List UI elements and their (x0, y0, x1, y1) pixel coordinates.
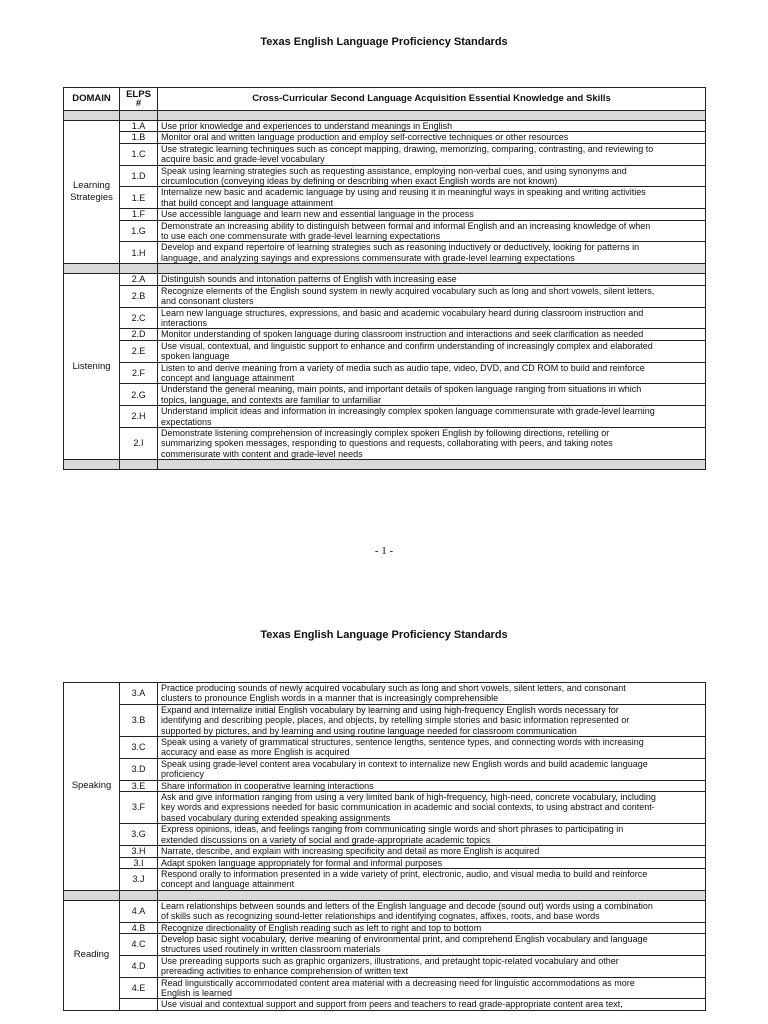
skill-line: summarizing spoken messages, responding to questions and requests, collaborating with peers, and taking notes (161, 438, 613, 449)
table-row (64, 307, 706, 329)
skill-line: language, and analyzing sayings and expressions commensurate with grade-level learning expectations (161, 252, 575, 263)
skill-description (158, 187, 706, 209)
elps-number: 3.D (120, 758, 158, 780)
separator-row (64, 890, 706, 900)
skill-description (158, 704, 706, 736)
skill-line: identifying and describing people, places, and objects, by retelling simple stories and basic information represented or (161, 715, 630, 726)
elps-number: 2.I (120, 427, 158, 459)
skill-description (158, 427, 706, 459)
elps-number: 1.F (120, 209, 158, 220)
separator-cell (120, 264, 158, 274)
skill-line: English is learned (161, 987, 233, 998)
elps-header-label: ELPS (126, 89, 151, 100)
skill-line: commensurate with content and grade-level needs (161, 448, 363, 459)
table-row (64, 999, 706, 1010)
domain-cell: Listening (64, 274, 120, 460)
skill-line: Speak using a variety of grammatical structures, sentence lengths, sentence types, and connecting words with increasing (161, 737, 644, 748)
table-header-row (64, 88, 706, 111)
elps-number: 2.D (120, 329, 158, 340)
skill-line: to use each one commensurate with grade-level learning expectations (161, 231, 441, 242)
skill-line: of skills such as recognizing sound-letter relationships and identifying cognates, affixes, roots, and base words (161, 911, 600, 922)
skill-line: Read linguistically accommodated content area material with a decreasing need for linguistic accommodations as more (161, 977, 635, 988)
table-row (64, 704, 706, 736)
skill-description (158, 307, 706, 329)
skill-line: Develop and expand repertoire of learning strategies such as reasoning inductively or deductively, looking for patterns in (161, 242, 640, 253)
separator-cell (64, 111, 120, 121)
skill-description (158, 955, 706, 977)
skill-line: Narrate, describe, and explain with increasing specificity and detail as more English is acquired (161, 846, 540, 857)
skill-line: circumlocution (conveying ideas by defining or describing when exact English words are not known) (161, 176, 558, 187)
skill-description (158, 242, 706, 264)
skill-line: concept and language attainment (161, 879, 295, 890)
table-row (64, 340, 706, 362)
elps-number: 3.E (120, 780, 158, 791)
skill-description (158, 340, 706, 362)
skill-line: clusters to pronounce English words in a manner that is increasingly comprehensible (161, 693, 499, 704)
elps-number: 2.A (120, 274, 158, 285)
elps-number: 1.C (120, 143, 158, 165)
skill-line: extended discussions on a variety of social and grade-appropriate academic topics (161, 834, 491, 845)
skill-line: Recognize elements of the English sound system in newly acquired vocabulary such as long and short vowels, silent letters, (161, 285, 655, 296)
skill-description (158, 362, 706, 384)
skills-header: Cross-Curricular Second Language Acquisition Essential Knowledge and Skills (158, 88, 706, 111)
skill-description (158, 933, 706, 955)
elps-number: 3.F (120, 792, 158, 824)
separator-cell (158, 890, 706, 900)
separator-cell (120, 460, 158, 470)
table-row (64, 329, 706, 340)
skill-line: supported by pictures, and by learning and using routine language needed for classroom communication (161, 725, 577, 736)
skill-line: Understand implicit ideas and information in increasingly complex spoken language commensurate with grade-level learning (161, 406, 655, 417)
elps-number: 2.E (120, 340, 158, 362)
domain-cell: Learning Strategies (64, 121, 120, 264)
elps-number: 1.H (120, 242, 158, 264)
skill-line: Listen to and derive meaning from a variety of media such as audio tape, video, DVD, and CD ROM to build and reinforce (161, 362, 645, 373)
skill-line: interactions (161, 317, 208, 328)
skill-line: Express opinions, ideas, and feelings ranging from communicating single words and short phrases to participating in (161, 824, 624, 835)
skill-line: Monitor understanding of spoken language during classroom instruction and interactions and seek clarification as needed (161, 329, 644, 340)
skill-description (158, 922, 706, 933)
table-row (64, 220, 706, 242)
table-row (64, 143, 706, 165)
table-row (64, 209, 706, 220)
page-title: Texas English Language Proficiency Standards (260, 36, 508, 48)
table-row (64, 900, 706, 922)
table-row (64, 922, 706, 933)
skill-line: Speak using grade-level content area vocabulary in context to internalize new English words and build academic language (161, 758, 648, 769)
skill-description (158, 758, 706, 780)
table-row (64, 955, 706, 977)
table-row (64, 792, 706, 824)
elps-number: 2.B (120, 285, 158, 307)
skill-description (158, 857, 706, 868)
skill-line: acquire basic and grade-level vocabulary (161, 154, 325, 165)
skill-line: accuracy and ease as more English is acquired (161, 747, 350, 758)
table-row (64, 683, 706, 705)
skill-line: Learn relationships between sounds and letters of the English language and decode (sound out) words using a combination (161, 900, 653, 911)
elps-number: 2.F (120, 362, 158, 384)
skill-line: structures used routinely in written classroom materials (161, 944, 381, 955)
skill-line: Use strategic learning techniques such as concept mapping, drawing, memorizing, comparing, contrasting, and reviewing to (161, 143, 654, 154)
table-row (64, 362, 706, 384)
separator-cell (120, 890, 158, 900)
elps-number: 3.H (120, 846, 158, 857)
skill-description (158, 220, 706, 242)
elps-header (120, 88, 158, 111)
elps-number: 3.C (120, 737, 158, 759)
skill-line: concept and language attainment (161, 372, 295, 383)
elps-number: 4.A (120, 900, 158, 922)
skill-line: expectations (161, 416, 212, 427)
elps-number: 3.J (120, 868, 158, 890)
skill-description (158, 329, 706, 340)
skill-line: Distinguish sounds and intonation patterns of English with increasing ease (161, 274, 457, 285)
skill-line: Demonstrate an increasing ability to distinguish between formal and informal English and an increasing knowledge of when (161, 220, 651, 231)
elps-number: 1.D (120, 165, 158, 187)
skill-line: Learn new language structures, expressions, and basic and academic vocabulary heard during classroom instruction and (161, 307, 644, 318)
skill-line: Share information in cooperative learning interactions (161, 780, 374, 791)
skill-description (158, 737, 706, 759)
skill-description (158, 780, 706, 791)
table-row (64, 427, 706, 459)
skill-description (158, 121, 706, 132)
separator-cell (64, 890, 120, 900)
skill-line: Demonstrate listening comprehension of increasingly complex spoken English by following directions, retelling or (161, 427, 610, 438)
skill-line: based vocabulary during extended speaking assignments (161, 812, 391, 823)
elps-number: 2.H (120, 406, 158, 428)
table-row (64, 857, 706, 868)
separator-cell (158, 111, 706, 121)
elps-number: 1.G (120, 220, 158, 242)
skill-line: Speak using learning strategies such as requesting assistance, employing non-verbal cues, and using synonyms and (161, 165, 627, 176)
skill-description (158, 977, 706, 999)
table-row (64, 868, 706, 890)
skill-description (158, 683, 706, 705)
skill-line: Use visual and contextual support and support from peers and teachers to read grade-appropriate content area text, (161, 999, 623, 1010)
skill-line: Use visual, contextual, and linguistic support to enhance and confirm understanding of increasingly complex and elaborated (161, 340, 653, 351)
skill-description (158, 143, 706, 165)
skill-line: Ask and give information ranging from using a very limited bank of high-frequency, high-need, concrete vocabulary, including (161, 792, 656, 803)
skill-line: prereading activities to enhance comprehension of written text (161, 966, 409, 977)
elps-number: 2.G (120, 384, 158, 406)
table-row (64, 737, 706, 759)
domain-header: DOMAIN (64, 88, 120, 111)
elps-number: 4.D (120, 955, 158, 977)
table-row (64, 285, 706, 307)
page-title-2: Texas English Language Proficiency Standards (260, 629, 508, 641)
separator-cell (64, 264, 120, 274)
skill-line: proficiency (161, 769, 205, 780)
skill-description (158, 274, 706, 285)
separator-row (64, 111, 706, 121)
elps-number: 3.A (120, 683, 158, 705)
table-row (64, 846, 706, 857)
table-row (64, 132, 706, 143)
skill-line: Internalize new basic and academic language by using and reusing it in meaningful ways in speaking and writing activities (161, 187, 646, 198)
skill-line: Understand the general meaning, main points, and important details of spoken language ranging from situations in which (161, 384, 642, 395)
separator-cell (120, 111, 158, 121)
skill-line: Develop basic sight vocabulary, derive meaning of environmental print, and comprehend English vocabulary and language (161, 933, 648, 944)
table-row (64, 274, 706, 285)
separator-row (64, 264, 706, 274)
table-row (64, 187, 706, 209)
skill-line: topics, language, and contexts are familiar to unfamiliar (161, 394, 382, 405)
elps-number: 1.A (120, 121, 158, 132)
skill-description (158, 406, 706, 428)
skill-description (158, 285, 706, 307)
elps-number: 1.E (120, 187, 158, 209)
table-row (64, 824, 706, 846)
elps-number (120, 999, 158, 1010)
table-row (64, 977, 706, 999)
skill-line: that build concept and language attainment (161, 197, 334, 208)
skill-line: key words and expressions needed for basic communication in academic and social contexts, to using abstract and content- (161, 802, 655, 813)
skill-line: Practice producing sounds of newly acquired vocabulary such as long and short vowels, silent letters, and consonant (161, 683, 626, 693)
skill-line: Adapt spoken language appropriately for formal and informal purposes (161, 857, 443, 868)
skill-description (158, 824, 706, 846)
elps-number: 2.C (120, 307, 158, 329)
table-row (64, 242, 706, 264)
elps-number: 4.E (120, 977, 158, 999)
separator-cell (158, 264, 706, 274)
skill-line: Respond orally to information presented in a wide variety of print, electronic, audio, and visual media to build and reinforce (161, 868, 648, 879)
elps-table-page-2 (63, 682, 706, 1011)
elps-number: 3.I (120, 857, 158, 868)
table-row (64, 165, 706, 187)
domain-cell: Reading (64, 900, 120, 1010)
skill-description (158, 165, 706, 187)
skill-description (158, 384, 706, 406)
skill-line: Use prereading supports such as graphic organizers, illustrations, and pretaught topic-related vocabulary and other (161, 955, 619, 966)
skill-line: and consonant clusters (161, 296, 254, 307)
skill-description (158, 846, 706, 857)
elps-number: 4.B (120, 922, 158, 933)
skill-description (158, 900, 706, 922)
table-row (64, 758, 706, 780)
skill-line: Use prior knowledge and experiences to understand meanings in English (161, 121, 453, 131)
skill-description (158, 209, 706, 220)
skill-line: Monitor oral and written language production and employ self-corrective techniques or other resources (161, 132, 569, 143)
table-row (64, 384, 706, 406)
elps-number: 4.C (120, 933, 158, 955)
skill-line: Use accessible language and learn new and essential language in the process (161, 209, 474, 220)
table-row (64, 933, 706, 955)
skill-line: spoken language (161, 351, 230, 362)
separator-cell (158, 460, 706, 470)
skill-line: Expand and internalize initial English vocabulary by learning and using high-frequency English words necessary for (161, 704, 619, 715)
skill-line: Recognize directionality of English reading such as left to right and top to bottom (161, 922, 482, 933)
separator-cell (64, 460, 120, 470)
table-row (64, 121, 706, 132)
elps-number: 1.B (120, 132, 158, 143)
table-row (64, 780, 706, 791)
domain-cell: Speaking (64, 683, 120, 891)
skill-description (158, 132, 706, 143)
skill-description (158, 868, 706, 890)
elps-table-page-1 (63, 87, 706, 470)
separator-row (64, 460, 706, 470)
table-row (64, 406, 706, 428)
skill-description (158, 999, 706, 1010)
elps-header-hash: # (135, 98, 142, 109)
elps-number: 3.G (120, 824, 158, 846)
page-number: - 1 - (374, 545, 394, 557)
skill-description (158, 792, 706, 824)
elps-number: 3.B (120, 704, 158, 736)
